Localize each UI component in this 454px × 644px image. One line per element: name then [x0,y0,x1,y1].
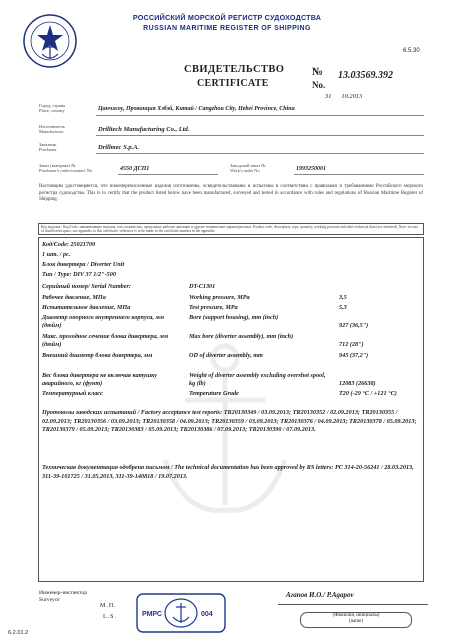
order-value: 4550 ДСП1 [120,166,150,172]
serial-label: Серийный номер/ Serial Number: [42,283,131,290]
register-name-en: RUSSIAN MARITIME REGISTER OF SHIPPING [143,25,311,32]
certificate-number: 13.03569.392 [338,70,393,81]
manufacturer-value: Drilltech Manufacturing Co., Ltd. [98,126,190,133]
bore-value: 927 (36,5") [339,322,369,329]
wp-value: 3,5 [339,294,347,301]
purchaser-underline [96,153,424,154]
title-ru: СВИДЕТЕЛЬСТВО [184,64,285,75]
maxbore-value: 712 (28") [339,341,364,348]
weight-en: Weight of diverter assembly excluding overshot spool, kg (lb) [189,372,326,387]
bore-en: Bore (support housing), mm (inch) [189,314,279,321]
product-details-table [38,237,424,582]
order-label: Заказ (контракт) № Purchaser's order/contract No [39,163,93,173]
place-value: Цанчжоу, Провинция Хэбэй, Китай / Cangzhou City, Hebei Province, China [98,106,295,112]
works-order-label: Заводской заказ № Work's order No [230,163,266,173]
purchaser-value: Drillmec S.p.A. [98,144,140,151]
seal-place-ru: М.П. [100,603,117,609]
maxbore-en: Max bore (diverter assembly), mm (inch) [189,333,294,340]
maxbore-ru: Макс. проходное сечение блока дивертера, мм (дюйм) [42,333,169,348]
svg-text:РМРС: РМРС [142,611,162,618]
weight-value: 12083 (26638) [339,380,376,387]
wp-en: Working pressure, MPa [189,294,250,301]
stamp-number: 004 [201,611,213,618]
manufacturer-label: Изготовитель Manufacturer [39,124,65,134]
signature-line [278,604,428,605]
seal-place-en: L.S. [103,614,118,620]
intro-paragraph: Настоящим удостоверяется, что нижеперечисленные изделия изготовлены, освидетельствованы и испытаны в соответствии с правилами и требованиями Российского морского регистра судоходства. This is to certify that the product listed below have been manufactured, surveyed and tested in accordance with rules and regulations of Russian Maritime Register of Shipping. [39,184,423,202]
title-en: CERTIFICATE [197,78,269,89]
bore-ru: Диаметр опорного внутреннего корпуса, мм (дюйм) [42,314,164,329]
product-qty: 1 шт. / pc. [42,251,71,258]
weight-ru: Вес блока дивертера не включая катушку аварийного, кг (фунт) [42,372,158,387]
place-label: Город, страна Place, country [39,103,66,113]
name-caption: (Фамилия, инициалы) (name) [300,612,412,628]
date-day: 31 [325,93,332,100]
date-month-year: 10.2013 [341,93,363,100]
wp-ru: Рабочее давление, МПа [42,294,106,301]
manufacturer-underline [96,135,424,136]
tp-value: 5,3 [339,304,347,311]
product-type: Тип / Type: DIV 37 1/2"-500 [42,271,116,278]
temp-value: T20 (-29 °C / +121 °C) [339,390,397,397]
test-reports: Протоколы заводских испытаний / Factory acceptance test reports: TR20130349 / 03.09.2013; TR20130352 / 02.09.2013; TR20130355 / 02.09.2013; TR20130356 / 03.09.2013; TR20130358 / 04.09.2013; TR20130359 / 03.09.2013; TR20130376 / 04.09.2013; TR20130378 / 05.09.2013; TR20130379 / 05.09.2013; TR20130383 / 05.09.2013; TR20130386 / 07.09.2013; TR20130390 / 07.09.2013. [42,409,417,434]
od-ru: Внешний диаметр блока дивертера, мм [42,352,153,359]
number-symbol: № [312,66,324,78]
serial-value: DT-C1301 [189,283,216,290]
place-underline [96,115,424,116]
register-stamp-icon [135,592,227,634]
order-underline [118,174,218,175]
temp-ru: Температурный класс [42,390,103,397]
product-note-box: Код изделия / Код/Code, наименование изделия, тип, количество, предельное рабочее давление и другие технические характеристики. Product code, description, type, quantity, working pressure and other technical data (see attached). Note: in case of insufficient space, use appendix to this certificate; reference is to be made to the certificate number in the appendix. [38,223,424,235]
tp-en: Test pressure, MPa [189,304,238,311]
od-value: 945 (37,2") [339,352,369,359]
inspector-label: Инженер-инспектор Surveyor [39,590,87,603]
temp-en: Temperature Grade [189,390,239,397]
signer-name: Агапов И.О./ P.Agapov [286,591,354,599]
tp-ru: Испытательное давление, МПа [42,304,131,311]
register-name-ru: РОССИЙСКИЙ МОРСКОЙ РЕГИСТР СУДОХОДСТВА [132,13,322,22]
number-label-en: No. [312,80,326,90]
form-code: 6.5.30 [403,48,420,54]
od-en: OD of diverter assembly, mm [189,352,263,359]
certificate-date [325,93,362,100]
technical-documentation: Техническая документация одобрена письмом / The technical documentation has been approved by RS letters: PC 314-20-56241 / 28.03.2013, 311-39-101725 / 31.05.2013, 311-39-140818 / 19.07.2013. [42,464,414,480]
works-order-value: 1993250001 [296,166,326,172]
rs-logo-icon [22,13,78,69]
product-name: Блок дивертера / Diverter Unit [42,261,125,268]
works-order-underline [294,174,424,175]
product-code: Код/Code: 25021700 [42,241,96,248]
bottom-form-code: 6.2.01.2 [8,630,29,636]
purchaser-label: Заказчик Purchaser [39,142,57,152]
